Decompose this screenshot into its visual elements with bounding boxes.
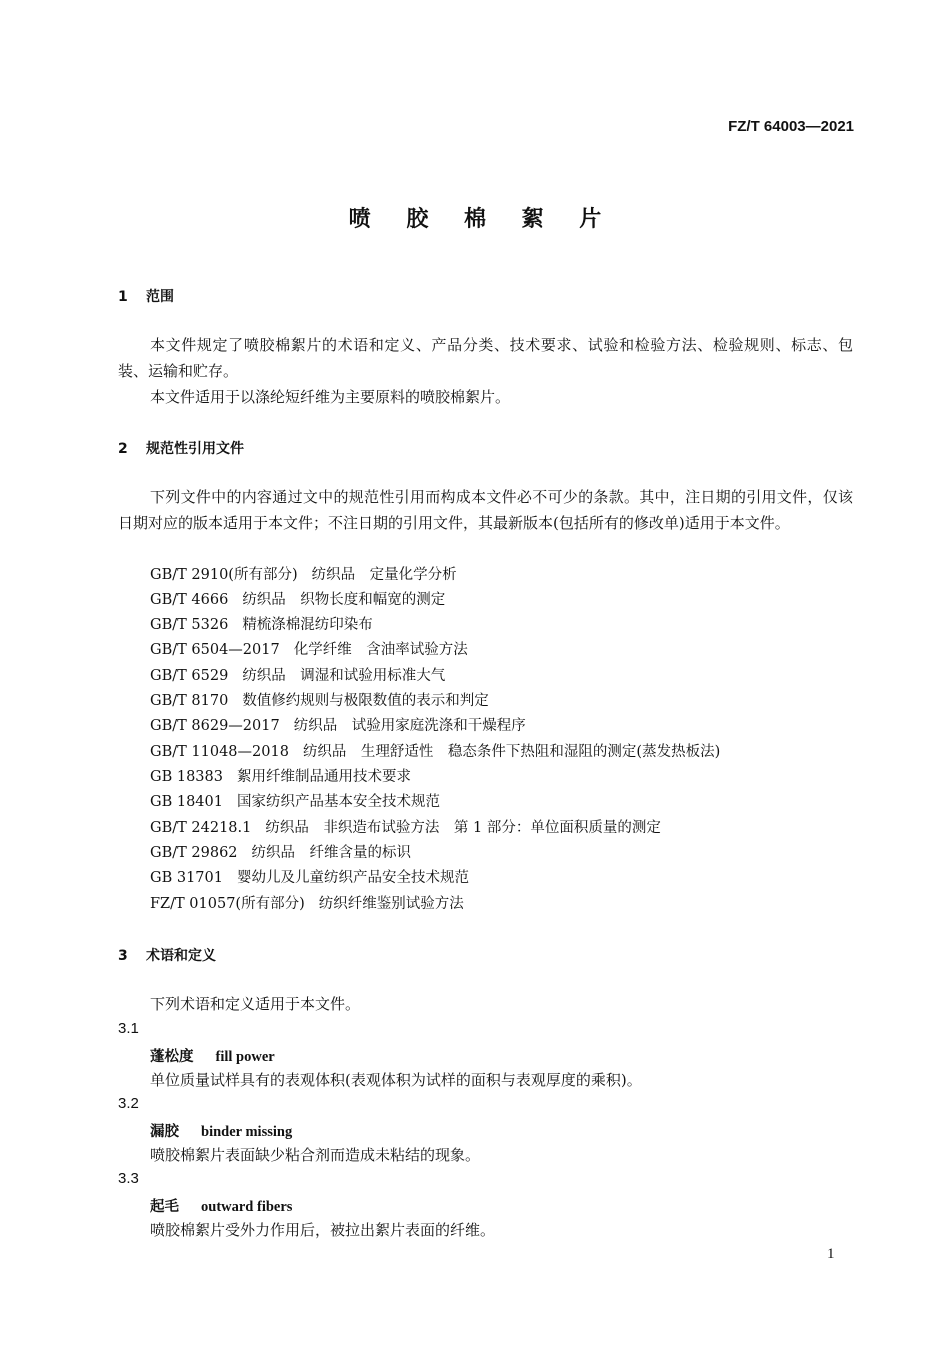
reference-item <box>150 740 720 761</box>
term-definition: 喷胶棉絮片受外力作用后，被拉出絮片表面的纤维。 <box>150 1221 496 1239</box>
term-en: fill power <box>215 1049 275 1065</box>
term-zh: 起毛 <box>150 1198 179 1215</box>
reference-code: GB/T 6529 <box>150 668 229 684</box>
reference-title: 纺织品 试验用家庭洗涤和干燥程序 <box>293 718 526 734</box>
reference-item <box>150 689 489 710</box>
section-title: 术语和定义 <box>146 948 216 964</box>
term-definition: 单位质量试样具有的表观体积(表观体积为试样的面积与表观厚度的乘积)。 <box>150 1071 642 1089</box>
reference-code: GB/T 8170 <box>150 693 229 709</box>
section-number: 1 <box>118 289 128 305</box>
reference-item <box>150 563 457 584</box>
reference-code: GB/T 5326 <box>150 617 229 633</box>
section-2-intro: 下列文件中的内容通过文中的规范性引用而构成本文件必不可少的条款。其中，注日期的引用文件，仅该日期对应的版本适用于本文件；不注日期的引用文件，其最新版本(包括所有的修改单)适用于本文件。 <box>118 488 853 532</box>
term-number: 3.3 <box>118 1170 139 1187</box>
reference-title: 化学纤维 含油率试验方法 <box>293 642 468 658</box>
reference-item <box>150 613 373 634</box>
reference-code: GB/T 11048—2018 <box>150 744 289 760</box>
reference-title: 数值修约规则与极限数值的表示和判定 <box>242 693 489 709</box>
section-title: 范围 <box>146 289 174 305</box>
reference-item <box>150 892 464 913</box>
section-title: 规范性引用文件 <box>146 441 244 457</box>
term-number: 3.2 <box>118 1095 139 1112</box>
reference-title: 国家纺织产品基本安全技术规范 <box>236 794 440 810</box>
reference-code: GB/T 4666 <box>150 592 229 608</box>
reference-title: 纺织品 织物长度和幅宽的测定 <box>242 592 446 608</box>
section-1-paragraph-1: 本文件规定了喷胶棉絮片的术语和定义、产品分类、技术要求、试验和检验方法、检验规则、标志、包装、运输和贮存。 <box>118 336 853 380</box>
term-heading <box>150 1120 292 1141</box>
reference-item <box>150 841 411 862</box>
reference-code: GB/T 29862 <box>150 845 238 861</box>
reference-item <box>150 790 440 811</box>
reference-code: GB 18401 <box>150 794 223 810</box>
reference-title: 精梳涤棉混纺印染布 <box>242 617 373 633</box>
reference-code: GB/T 8629—2017 <box>150 718 280 734</box>
reference-title: 婴幼儿及儿童纺织产品安全技术规范 <box>236 870 469 886</box>
section-number: 2 <box>118 441 128 457</box>
term-heading <box>150 1195 292 1216</box>
term-number: 3.1 <box>118 1020 139 1037</box>
reference-code: GB 31701 <box>150 870 223 886</box>
reference-item <box>150 638 468 659</box>
term-heading <box>150 1045 275 1066</box>
standard-code: FZ/T 64003—2021 <box>728 118 854 135</box>
reference-code: GB/T 2910(所有部分) <box>150 567 298 583</box>
reference-title: 纺织品 生理舒适性 稳态条件下热阻和湿阻的测定(蒸发热板法) <box>302 744 721 760</box>
reference-title: 纺织品 纤维含量的标识 <box>251 845 412 861</box>
reference-item <box>150 816 661 837</box>
document-title: 喷 胶 棉 絮 片 <box>348 207 616 232</box>
section-3-intro: 下列术语和定义适用于本文件。 <box>150 995 361 1013</box>
section-1-heading <box>118 286 174 306</box>
reference-title: 纺织纤维鉴别试验方法 <box>318 896 464 912</box>
section-3-heading <box>118 945 216 965</box>
section-2-heading <box>118 438 244 458</box>
reference-title: 絮用纤维制品通用技术要求 <box>236 769 411 785</box>
reference-item <box>150 714 526 735</box>
reference-code: GB 18383 <box>150 769 223 785</box>
section-1-paragraph-2: 本文件适用于以涤纶短纤维为主要原料的喷胶棉絮片。 <box>150 388 511 406</box>
reference-code: GB/T 24218.1 <box>150 820 252 836</box>
term-en: binder missing <box>201 1124 293 1140</box>
reference-code: FZ/T 01057(所有部分) <box>150 896 305 912</box>
reference-title: 纺织品 定量化学分析 <box>311 567 457 583</box>
section-number: 3 <box>118 948 128 964</box>
reference-title: 纺织品 调湿和试验用标准大气 <box>242 668 446 684</box>
term-en: outward fibers <box>201 1199 293 1215</box>
reference-item <box>150 765 411 786</box>
page-number: 1 <box>827 1246 835 1262</box>
term-definition: 喷胶棉絮片表面缺少粘合剂而造成未粘结的现象。 <box>150 1146 481 1164</box>
reference-item <box>150 866 469 887</box>
term-zh: 蓬松度 <box>150 1048 194 1065</box>
reference-item <box>150 588 445 609</box>
reference-item <box>150 664 445 685</box>
term-zh: 漏胶 <box>150 1123 179 1140</box>
reference-code: GB/T 6504—2017 <box>150 642 280 658</box>
reference-title: 纺织品 非织造布试验方法 第 1 部分：单位面积质量的测定 <box>265 820 661 836</box>
